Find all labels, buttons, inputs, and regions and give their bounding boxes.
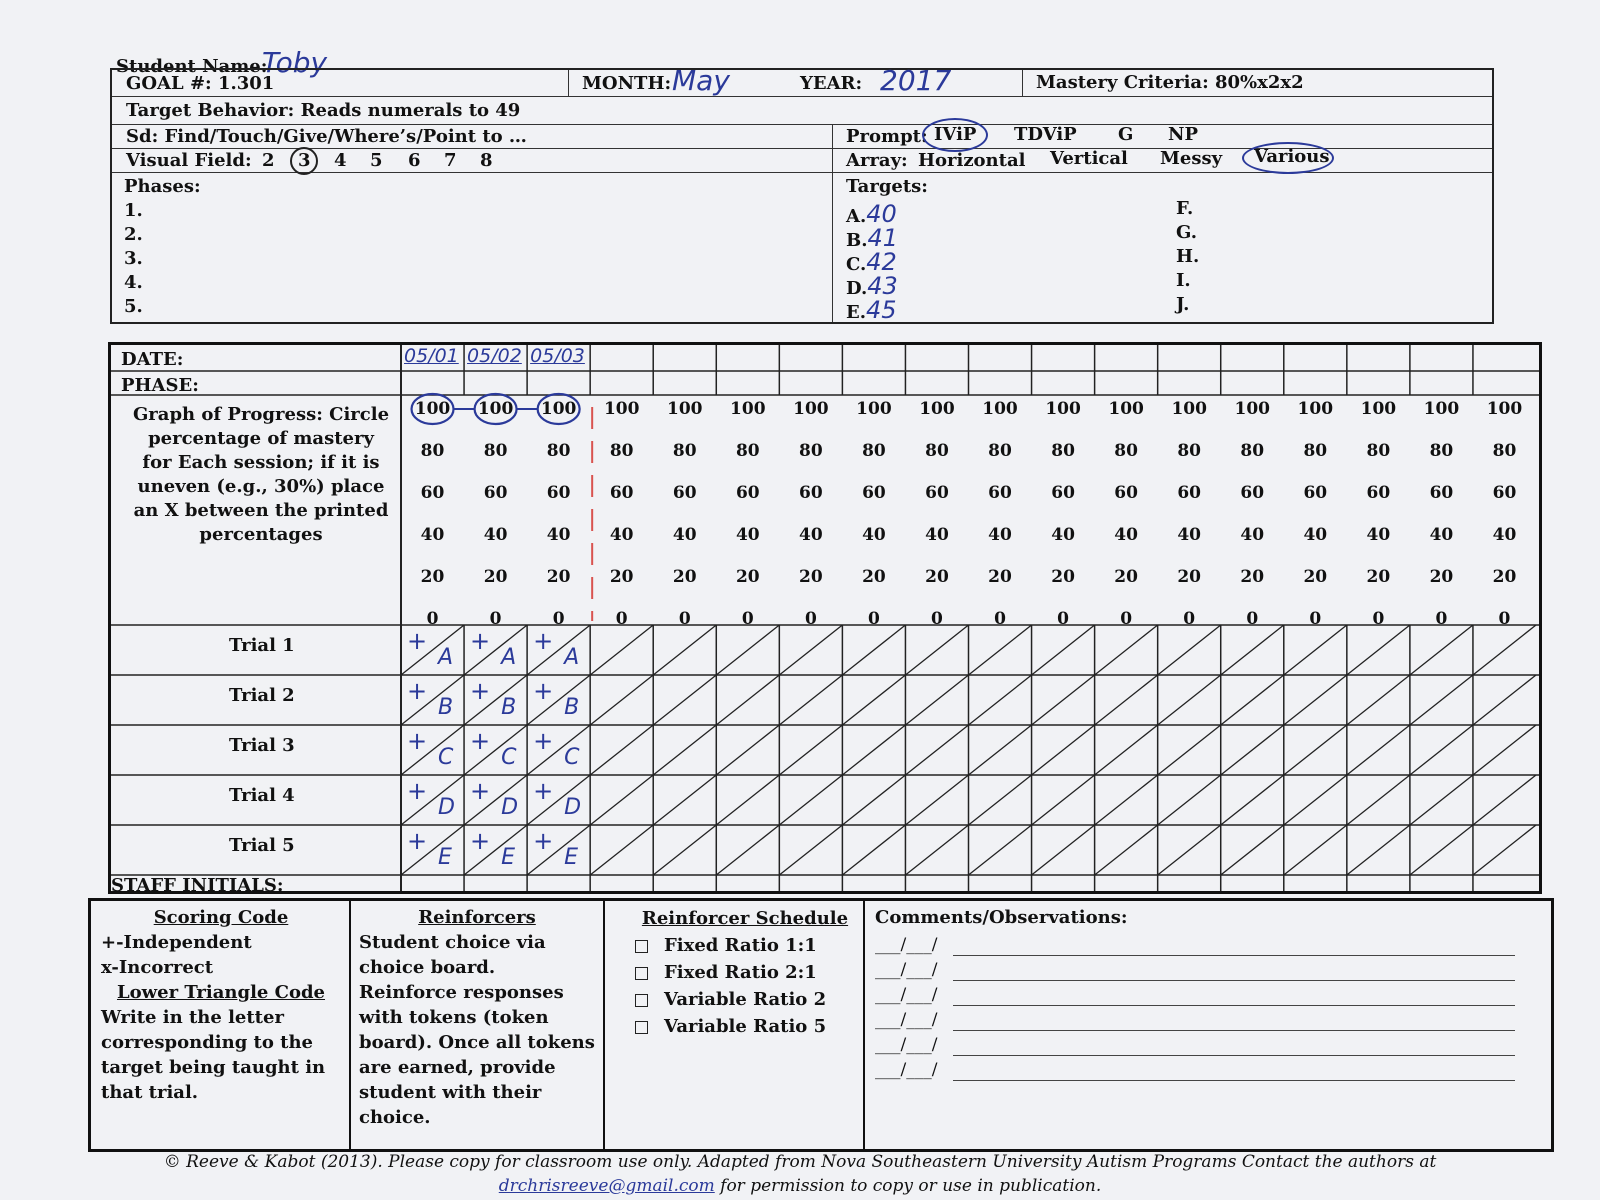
comment-underline [953, 955, 1515, 956]
percentage-mark[interactable]: 0 [615, 609, 628, 629]
percentage-mark[interactable]: 100 [667, 399, 703, 419]
visual-field-label: Visual Field: [126, 150, 252, 171]
comment-line[interactable] [875, 1035, 1515, 1059]
target-letter: A. [846, 206, 867, 227]
comment-underline [953, 1080, 1515, 1081]
trial-target-letter: C [564, 745, 580, 770]
array-various: Various [1254, 146, 1330, 167]
percentage-mark[interactable]: 80 [925, 441, 949, 461]
percentage-mark[interactable]: 80 [483, 441, 508, 461]
targets-label: Targets: [846, 176, 928, 197]
schedule-option[interactable] [635, 1013, 855, 1040]
prompt-selected-circle [922, 118, 988, 152]
percentage-mark[interactable]: 60 [862, 483, 886, 503]
percentage-mark[interactable]: 60 [1366, 483, 1391, 503]
target-letter: E. [846, 302, 866, 323]
trial-target-letter: B [438, 695, 454, 720]
comment-date-blank: ___/___/ [875, 1010, 938, 1030]
percentage-mark[interactable]: 0 [1435, 609, 1448, 629]
array-selected-circle [1242, 142, 1334, 174]
percentage-mark[interactable]: 80 [799, 441, 823, 461]
comment-date-blank: ___/___/ [875, 960, 938, 980]
percentage-mark[interactable]: 0 [552, 609, 565, 629]
trial-label-4: Trial 4 [229, 785, 295, 806]
session-date: 05/02 [467, 345, 522, 367]
phases-label: Phases: [124, 176, 201, 197]
percentage-mark[interactable]: 100 [856, 399, 892, 419]
schedule-option-label: Variable Ratio 5 [664, 1016, 827, 1037]
goal-label: GOAL #: [126, 73, 212, 94]
percentage-mark[interactable]: 40 [1366, 525, 1391, 545]
percentage-mark[interactable]: 100 [477, 399, 514, 419]
percentage-mark[interactable]: 0 [1120, 609, 1133, 629]
trial-target-letter: A [564, 645, 580, 670]
percentage-mark[interactable]: 40 [609, 525, 634, 545]
mastery-criteria: Mastery Criteria: 80%x2x2 [1036, 72, 1304, 93]
percentage-mark[interactable]: 0 [931, 609, 943, 629]
schedule-title: Reinforcer Schedule [641, 908, 849, 929]
percentage-mark[interactable]: 80 [609, 441, 634, 461]
trial-score: + [470, 627, 491, 655]
trial-target-letter: B [501, 695, 517, 720]
array-label: Array: [846, 150, 908, 171]
phase-2: 2. [124, 224, 143, 245]
schedule-option[interactable] [635, 959, 855, 986]
percentage-mark[interactable]: 0 [994, 609, 1006, 629]
trial-target-letter: C [501, 745, 517, 770]
percentage-mark[interactable]: 80 [546, 441, 571, 461]
percentage-mark[interactable]: 100 [540, 399, 577, 419]
trial-target-letter: D [501, 795, 519, 820]
target-letter: D. [846, 278, 868, 299]
trial-score: + [470, 827, 491, 855]
goal-number: 1.301 [217, 73, 275, 94]
percentage-mark[interactable]: 60 [1492, 483, 1517, 503]
sd-text: Sd: Find/Touch/Give/Where’s/Point to … [126, 126, 527, 147]
session-date: 05/03 [530, 345, 585, 367]
trial-label-2: Trial 2 [229, 685, 295, 706]
percentage-mark[interactable]: 60 [988, 483, 1012, 503]
trial-score: + [470, 677, 491, 705]
percentage-mark[interactable]: 60 [1303, 483, 1328, 503]
trial-score: + [533, 827, 554, 855]
comment-underline [953, 1005, 1515, 1006]
target-value: 42 [866, 248, 897, 276]
trial-target-letter: A [438, 645, 454, 670]
percentage-mark[interactable]: 0 [804, 609, 817, 629]
percentage-mark[interactable]: 0 [1498, 609, 1511, 629]
trial-score: + [407, 677, 428, 705]
schedule-option[interactable] [635, 932, 855, 959]
trial-target-letter: A [501, 645, 517, 670]
percentage-mark[interactable]: 60 [483, 483, 508, 503]
percentage-mark[interactable]: 40 [1492, 525, 1517, 545]
comment-line[interactable] [875, 935, 1515, 959]
target-letter: C. [846, 254, 867, 275]
staff-initials-label: STAFF INITIALS: [111, 875, 284, 896]
prompt-np: NP [1168, 124, 1198, 145]
percentage-mark[interactable]: 0 [678, 609, 691, 629]
copyright-footer [0, 1150, 1600, 1198]
trial-score: + [407, 627, 428, 655]
percentage-mark[interactable]: 80 [1177, 441, 1202, 461]
percentage-mark[interactable]: 40 [862, 525, 886, 545]
percentage-mark[interactable]: 100 [1360, 399, 1397, 419]
vf-6: 6 [408, 150, 421, 171]
checkbox[interactable] [635, 1021, 648, 1034]
scoring-code-section [91, 901, 351, 1149]
percentage-mark[interactable]: 20 [1240, 567, 1265, 587]
vf-4: 4 [334, 150, 347, 171]
percentage-mark[interactable]: 80 [988, 441, 1012, 461]
array-messy: Messy [1160, 148, 1223, 169]
percentage-mark[interactable]: 80 [735, 441, 760, 461]
percentage-mark[interactable]: 40 [925, 525, 949, 545]
checkbox[interactable] [635, 967, 648, 980]
comment-line[interactable] [875, 960, 1515, 984]
percentage-mark[interactable]: 20 [672, 567, 697, 587]
comments-section [865, 901, 1551, 1149]
percentage-mark[interactable]: 80 [420, 441, 445, 461]
percentage-mark[interactable]: 60 [546, 483, 571, 503]
percentage-mark[interactable]: 100 [1171, 399, 1207, 419]
scoring-code-title: Scoring Code [153, 907, 289, 928]
trial-score: + [533, 727, 554, 755]
percentage-mark[interactable]: 40 [546, 525, 571, 545]
percentage-mark[interactable]: 20 [925, 567, 949, 587]
percentage-mark[interactable]: 40 [483, 525, 508, 545]
trial-label-5: Trial 5 [229, 835, 295, 856]
percentage-mark[interactable]: 0 [489, 609, 502, 629]
prompt-g: G [1118, 124, 1134, 145]
comment-date-blank: ___/___/ [875, 985, 938, 1005]
trial-score: + [533, 677, 554, 705]
target-behavior-label: Target Behavior: [126, 100, 295, 121]
percentage-mark[interactable]: 60 [799, 483, 823, 503]
percentage-mark[interactable]: 100 [603, 399, 640, 419]
percentage-mark[interactable]: 20 [420, 567, 445, 587]
trial-target-letter: E [438, 845, 452, 870]
year-label: YEAR: [800, 73, 863, 94]
percentage-mark[interactable]: 80 [1303, 441, 1328, 461]
checkbox[interactable] [635, 994, 648, 1007]
footer-text: © Reeve & Kabot (2013). Please copy for classroom use only. Adapted from Nova Southeastern University Autism Programs Contact the authors at [163, 1152, 1437, 1172]
percentage-mark[interactable]: 40 [988, 525, 1012, 545]
percentage-mark[interactable]: 20 [1177, 567, 1202, 587]
percentage-mark[interactable]: 100 [730, 399, 766, 419]
footer-text-2: for permission to copy or use in publication. [720, 1176, 1102, 1196]
trial-score: + [407, 827, 428, 855]
comment-line[interactable] [875, 1060, 1515, 1084]
percentage-mark[interactable]: 40 [1303, 525, 1328, 545]
percentage-mark[interactable]: 0 [1309, 609, 1322, 629]
checkbox[interactable] [635, 940, 648, 953]
percentage-mark[interactable]: 20 [1114, 567, 1138, 587]
comment-line[interactable] [875, 985, 1515, 1009]
month-label: MONTH: [582, 73, 672, 94]
trial-target-letter: D [564, 795, 582, 820]
percentage-mark[interactable]: 0 [426, 609, 439, 629]
trial-score: + [470, 727, 491, 755]
comment-date-blank: ___/___/ [875, 1060, 938, 1080]
trial-label-3: Trial 3 [229, 735, 295, 756]
percentage-mark[interactable]: 20 [1366, 567, 1391, 587]
percentage-mark[interactable]: 60 [925, 483, 949, 503]
percentage-mark[interactable]: 80 [862, 441, 886, 461]
target-behavior: Reads numerals to 49 [300, 100, 521, 121]
target-letter: B. [846, 230, 868, 251]
graph-instructions: Graph of Progress: Circle percentage of mastery for Each session; if it is uneven (e.g., 30%) place an X between the printed percentages [132, 404, 390, 545]
vf-8: 8 [480, 150, 493, 171]
comments-title: Comments/Observations: [875, 907, 1128, 928]
target-h: H. [1176, 246, 1200, 267]
target-value: 45 [866, 296, 897, 324]
percentage-mark[interactable]: 80 [1051, 441, 1075, 461]
percentage-mark[interactable]: 40 [735, 525, 760, 545]
percentage-mark[interactable]: 100 [1486, 399, 1523, 419]
percentage-mark[interactable]: 20 [1492, 567, 1517, 587]
trial-score: + [533, 627, 554, 655]
percentage-mark[interactable]: 0 [1183, 609, 1196, 629]
comment-lines[interactable] [875, 935, 1515, 1135]
percentage-mark[interactable]: 0 [1372, 609, 1385, 629]
comment-underline [953, 1055, 1515, 1056]
percentage-mark[interactable]: 40 [420, 525, 445, 545]
prompt-tdvip: TDViP [1014, 124, 1077, 145]
percentage-mark[interactable]: 20 [988, 567, 1012, 587]
trial-score: + [407, 777, 428, 805]
percentage-mark[interactable]: 20 [1303, 567, 1328, 587]
trial-score: + [470, 777, 491, 805]
reinforcers-text: Student choice via choice board. Reinforce responses with tokens (token board). Once all tokens are earned, provide student with their choice. [359, 932, 595, 1128]
percentage-mark[interactable]: 40 [1177, 525, 1202, 545]
percentage-mark[interactable]: 20 [1051, 567, 1075, 587]
target-g: G. [1176, 222, 1197, 243]
percentage-mark[interactable]: 80 [1114, 441, 1138, 461]
comment-underline [953, 1030, 1515, 1031]
percentage-mark[interactable]: 100 [982, 399, 1018, 419]
percentage-mark[interactable]: 80 [1240, 441, 1265, 461]
percentage-mark[interactable]: 60 [735, 483, 760, 503]
percentage-mark[interactable]: 0 [867, 609, 880, 629]
percentage-mark[interactable]: 100 [414, 399, 451, 419]
percentage-mark[interactable]: 80 [672, 441, 697, 461]
percentage-mark[interactable]: 20 [862, 567, 886, 587]
percentage-mark[interactable]: 100 [793, 399, 829, 419]
reinforcers-section [351, 901, 605, 1149]
percentage-mark[interactable]: 40 [1240, 525, 1265, 545]
array-horizontal: Horizontal [918, 150, 1026, 171]
student-name-label: Student Name: [116, 56, 268, 77]
schedule-option[interactable] [635, 986, 855, 1013]
target-value: 41 [867, 224, 899, 252]
phase-3: 3. [124, 248, 143, 269]
percentage-mark[interactable]: 20 [546, 567, 571, 587]
lower-triangle-text: Write in the letter corresponding to the target being taught in that trial. [101, 1007, 326, 1103]
trial-target-letter: C [438, 745, 454, 770]
percentage-mark[interactable]: 40 [1114, 525, 1138, 545]
percentage-mark[interactable]: 40 [1429, 525, 1454, 545]
percentage-mark[interactable]: 60 [1177, 483, 1202, 503]
student-name-value: Toby [262, 46, 328, 79]
percentage-mark[interactable]: 100 [1297, 399, 1334, 419]
percentage-mark[interactable]: 100 [1423, 399, 1460, 419]
prompt-label: Prompt: [846, 126, 928, 147]
comment-underline [953, 980, 1515, 981]
percentage-mark[interactable]: 60 [1051, 483, 1075, 503]
scoring-independent: +-Independent [101, 932, 252, 953]
phase-4: 4. [124, 272, 143, 293]
percentage-mark[interactable]: 40 [799, 525, 823, 545]
percentage-mark[interactable]: 100 [1234, 399, 1270, 419]
percentage-mark[interactable]: 60 [1114, 483, 1138, 503]
month-value: May [672, 64, 730, 97]
percentage-mark[interactable]: 0 [741, 609, 754, 629]
reinforcers-title: Reinforcers [418, 907, 536, 928]
trial-target-letter: E [564, 845, 579, 870]
trial-target-letter: E [501, 845, 516, 870]
percentage-mark[interactable]: 40 [672, 525, 697, 545]
comment-line[interactable] [875, 1010, 1515, 1034]
percentage-mark[interactable]: 0 [1057, 609, 1069, 629]
percentage-mark[interactable]: 60 [672, 483, 697, 503]
session-date: 05/01 [404, 345, 459, 367]
phase-1: 1. [124, 200, 143, 221]
schedule-option-label: Fixed Ratio 1:1 [664, 935, 817, 956]
percentage-mark[interactable]: 20 [799, 567, 823, 587]
percentage-mark[interactable]: 20 [1429, 567, 1454, 587]
trial-target-letter: D [438, 795, 455, 820]
percentage-mark[interactable]: 20 [735, 567, 760, 587]
percentage-mark[interactable]: 80 [1366, 441, 1391, 461]
phase-5: 5. [124, 296, 143, 317]
target-f: F. [1176, 198, 1194, 219]
phase-label: PHASE: [121, 375, 199, 396]
comment-date-blank: ___/___/ [875, 935, 938, 955]
schedule-option-label: Variable Ratio 2 [664, 989, 827, 1010]
vf-3: 3 [298, 150, 311, 171]
session-grid [108, 342, 1542, 894]
percentage-mark[interactable]: 20 [609, 567, 634, 587]
scoring-incorrect: x-Incorrect [101, 957, 214, 978]
vf-2: 2 [262, 150, 275, 171]
trial-label-1: Trial 1 [229, 635, 295, 656]
percentage-mark[interactable]: 100 [919, 399, 955, 419]
vf-selected-circle [290, 147, 318, 175]
percentage-mark[interactable]: 60 [420, 483, 445, 503]
percentage-mark[interactable]: 80 [1429, 441, 1454, 461]
percentage-mark[interactable]: 40 [1051, 525, 1075, 545]
date-label: DATE: [121, 349, 184, 370]
target-j: J. [1176, 294, 1190, 315]
target-value: 43 [867, 272, 898, 300]
percentage-mark[interactable]: 60 [1429, 483, 1454, 503]
vf-7: 7 [444, 150, 457, 171]
prompt-ivip: IViP [934, 124, 977, 145]
trial-target-letter: B [564, 695, 580, 720]
legend-section [88, 898, 1554, 1152]
percentage-mark[interactable]: 0 [1246, 609, 1259, 629]
vf-5: 5 [370, 150, 383, 171]
percentage-mark[interactable]: 20 [483, 567, 508, 587]
percentage-mark[interactable]: 100 [1045, 399, 1081, 419]
array-vertical: Vertical [1050, 148, 1128, 169]
percentage-mark[interactable]: 60 [609, 483, 634, 503]
target-value: 40 [866, 200, 897, 228]
lower-triangle-title: Lower Triangle Code [116, 982, 326, 1003]
percentage-mark[interactable]: 60 [1240, 483, 1265, 503]
target-i: I. [1176, 270, 1191, 291]
percentage-mark[interactable]: 80 [1492, 441, 1517, 461]
comment-date-blank: ___/___/ [875, 1035, 938, 1055]
trial-score: + [533, 777, 554, 805]
trial-score: + [407, 727, 428, 755]
schedule-option-label: Fixed Ratio 2:1 [664, 962, 817, 983]
author-email-link[interactable]: drchrisreeve@gmail.com [498, 1176, 715, 1196]
grid-cells [111, 345, 1539, 891]
year-value: 2017 [880, 64, 952, 97]
schedule-section [605, 901, 865, 1149]
percentage-mark[interactable]: 100 [1108, 399, 1144, 419]
